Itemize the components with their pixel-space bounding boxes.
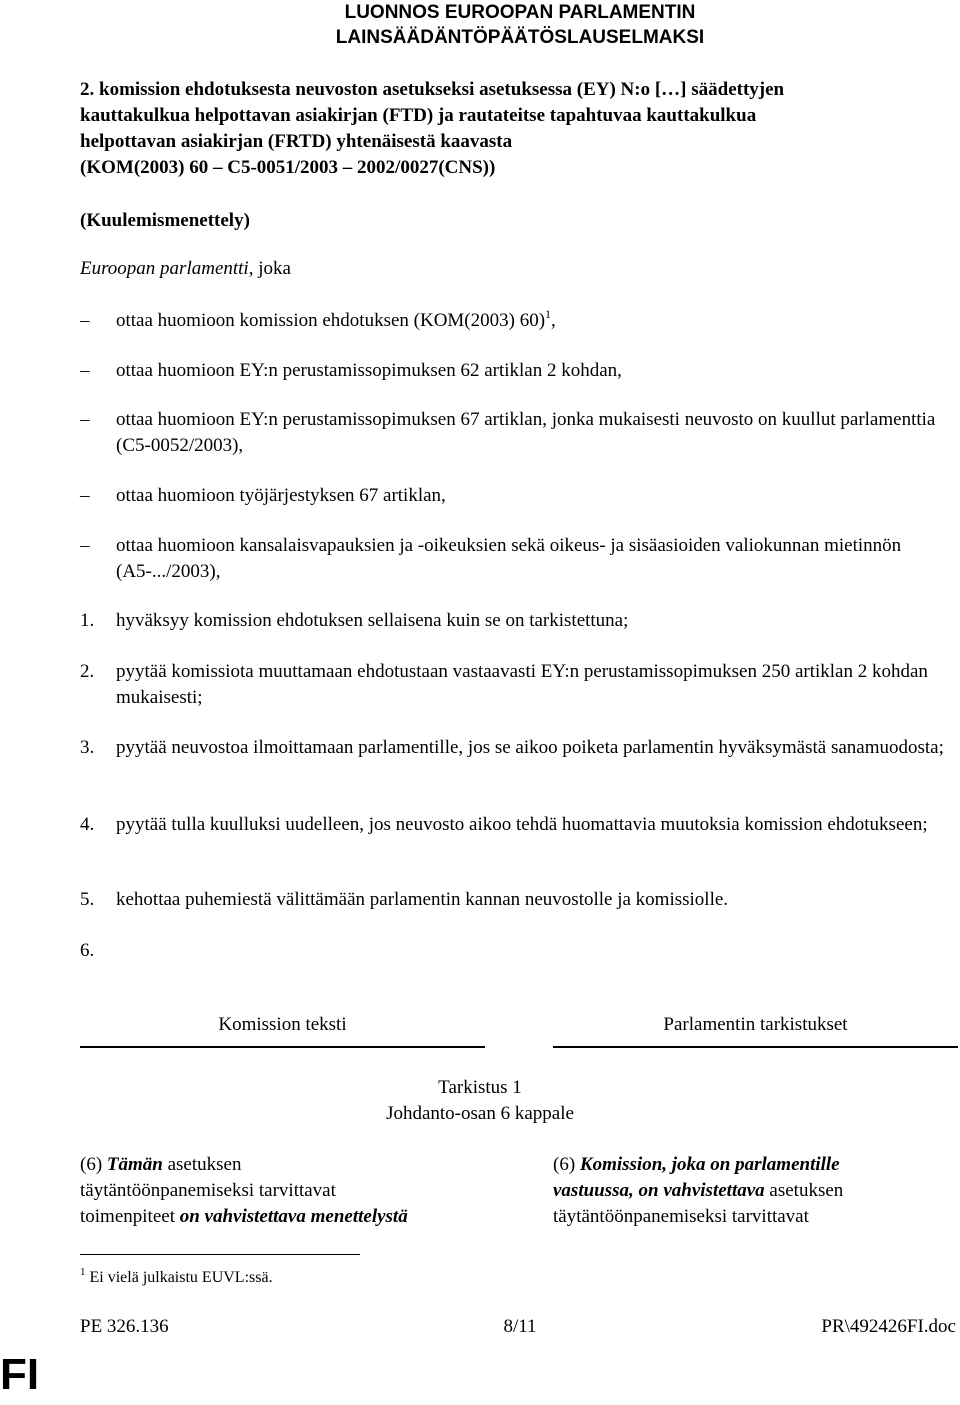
header-line-1: LUONNOS EUROOPAN PARLAMENTIN [344,2,696,23]
dash-marker: – [80,409,90,430]
page-number: 8/11 [503,1316,537,1337]
amendment-title: Tarkistus 1 [438,1077,522,1098]
citation-item [80,407,960,459]
citation-item [80,483,960,509]
language-code: FI [0,1350,40,1399]
paragraph-number: 1. [80,610,95,631]
dash-marker: – [80,535,90,556]
footnote-number: 1 [80,1266,86,1278]
heading-line-4: (KOM(2003) 60 – C5-0051/2003 – 2002/0027(CNS)) [80,157,496,178]
intro-subject: Euroopan parlamentti [80,258,249,279]
resolution-paragraph [80,608,960,634]
column-rule-left [80,1046,485,1048]
commission-text [80,1152,480,1230]
resolution-paragraph [80,887,960,913]
recital-number: (6) [80,1154,107,1175]
resolution-paragraph [80,735,960,761]
paragraph-number: 2. [80,661,95,682]
column-header-parliament: Parlamentin tarkistukset [663,1014,848,1035]
parliament-text [553,1152,953,1230]
resolution-heading [80,77,960,181]
document-header [0,0,960,50]
footnote-ref[interactable]: 1 [545,307,552,321]
footnote-separator [80,1254,360,1255]
column-rule-right [553,1046,958,1048]
recital-text: täytäntöönpanemiseksi tarvittavat [553,1206,809,1227]
amendment-heading [300,1075,660,1127]
deleted-text: on vahvistettava menettelystä [179,1206,408,1227]
paragraph-number: 3. [80,737,95,758]
citation-text: ottaa huomioon kansalaisvapauksien ja -oikeuksien sekä oikeus- ja sisäasioiden valiokunnan mietinnön (A5-.../2003), [116,535,902,582]
citation-text: ottaa huomioon EY:n perustamissopimuksen 67 artiklan, jonka mukaisesti neuvosto on kuullut parlamenttia (C5-0052/2003), [116,409,936,456]
citation-punct: , [551,310,556,331]
paragraph-text: kehottaa puhemiestä välittämään parlamentin kannan neuvostolle ja komissiolle. [116,889,729,910]
recital-text: täytäntöönpanemiseksi tarvittavat [80,1180,336,1201]
citation-text: ottaa huomioon työjärjestyksen 67 artiklan, [116,485,446,506]
heading-line-3: helpottavan asiakirjan (FRTD) yhtenäisestä kaavasta [80,131,513,152]
procedure-label: (Kuulemismenettely) [80,210,250,231]
header-line-2: LAINSÄÄDÄNTÖPÄÄTÖSLAUSELMAKSI [335,27,705,48]
amendment-subtitle: Johdanto-osan 6 kappale [386,1103,574,1124]
heading-line-1: 2. komission ehdotuksesta neuvoston asetukseksi asetuksessa (EY) N:o […] säädettyjen [80,79,785,100]
footer-filename: PR\492426FI.doc [821,1316,956,1337]
amended-text: vastuussa, on vahvistettava [553,1180,765,1201]
intro-rest: , joka [248,258,291,279]
paragraph-number: 4. [80,814,95,835]
recital-number: (6) [553,1154,580,1175]
intro-line [80,256,291,282]
resolution-paragraph [80,812,960,838]
resolution-paragraph [80,659,960,711]
dash-marker: – [80,360,90,381]
paragraph-text: pyytää tulla kuulluksi uudelleen, jos neuvosto aikoo tehdä huomattavia muutoksia komission ehdotukseen; [116,814,928,835]
dash-marker: – [80,310,90,331]
citation-item [80,358,960,384]
dash-marker: – [80,485,90,506]
footnote-text: Ei vielä julkaistu EUVL:ssä. [85,1269,273,1286]
paragraph-text: pyytää neuvostoa ilmoittamaan parlamentille, jos se aikoo poiketa parlamentin hyväksymästä sanamuodosta; [116,737,944,758]
amended-text: Komission, joka on parlamentille [579,1154,840,1175]
paragraph-text: pyytää komissiota muuttamaan ehdotustaan vastaavasti EY:n perustamissopimuksen 250 artiklan 2 kohdan mukaisesti; [116,661,928,708]
recital-text: asetuksen [764,1180,844,1201]
recital-text: asetuksen [162,1154,242,1175]
footer-reference: PE 326.136 [80,1316,169,1337]
deleted-text: Tämän [106,1154,163,1175]
footnote [80,1265,273,1291]
column-header-commission: Komission teksti [218,1014,347,1035]
citation-item [80,533,960,585]
paragraph-text: hyväksyy komission ehdotuksen sellaisena kuin se on tarkistettuna; [116,610,629,631]
paragraph-number: 5. [80,889,95,910]
heading-line-2: kauttakulkua helpottavan asiakirjan (FTD) ja rautateitse tapahtuvaa kauttakulkua [80,105,757,126]
citation-item [80,308,960,334]
recital-text: toimenpiteet [80,1206,180,1227]
citation-text: ottaa huomioon komission ehdotuksen (KOM(2003) 60) [116,310,546,331]
paragraph-number: 6. [80,940,95,961]
citation-text: ottaa huomioon EY:n perustamissopimuksen 62 artiklan 2 kohdan, [116,360,622,381]
